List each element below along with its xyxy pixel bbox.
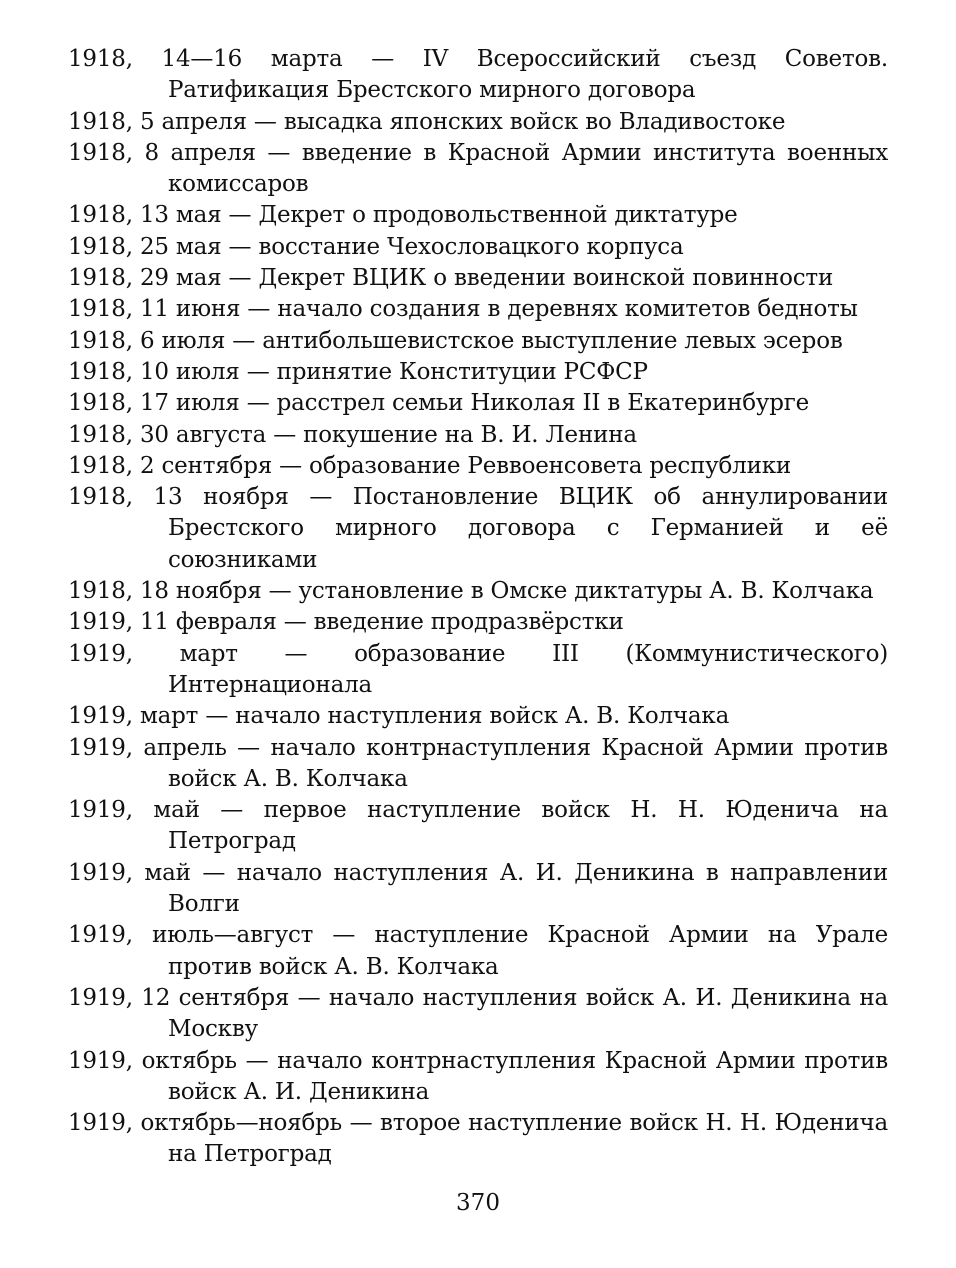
chronology-entry: 1918, 13 мая — Декрет о продовольственной диктатуре <box>68 202 738 229</box>
chronology-entry: 1918, 2 сентября — образование Реввоенсовета республики <box>68 452 792 479</box>
chronology-entry: 1919, май — начало наступления А. И. Деникина в направлении Волги <box>68 859 888 918</box>
chronology-entry: 1919, март — образование III (Коммунистического) Интернационала <box>68 640 888 698</box>
chronology-entry: 1918, 6 июля — антибольшевистское выступление левых эсеров <box>68 327 843 354</box>
page-number: 370 <box>456 1190 500 1216</box>
chronology-entry: 1918, 17 июля — расстрел семьи Николая II в Екатеринбурге <box>68 390 810 417</box>
chronology-list <box>68 44 888 1171</box>
chronology-entry: 1918, 14—16 марта — IV Всероссийский съезд Советов. Ратификация Брестского мирного договора <box>68 46 888 104</box>
chronology-entry: 1919, май — первое наступление войск Н. Н. Юденича на Петроград <box>68 797 888 855</box>
chronology-entry: 1919, октябрь — начало контрнаступления Красной Армии против войск А. И. Деникина <box>68 1047 888 1105</box>
chronology-entry: 1918, 11 июня — начало создания в деревнях комитетов бедноты <box>68 296 858 323</box>
chronology-entry: 1918, 5 апреля — высадка японских войск во Владивостоке <box>68 108 786 135</box>
chronology-entry: 1919, октябрь—ноябрь — второе наступление войск Н. Н. Юденича на Петроград <box>68 1110 888 1168</box>
chronology-entry: 1918, 13 ноября — Постановление ВЦИК об аннулировании Брестского мирного договора с Германией и её союзниками <box>68 484 888 573</box>
chronology-entry: 1919, июль—август — наступление Красной Армии на Урале против войск А. В. Колчака <box>68 922 888 980</box>
chronology-entry: 1918, 25 мая — восстание Чехословацкого корпуса <box>68 233 684 260</box>
chronology-entry: 1918, 8 апреля — введение в Красной Армии института военных комиссаров <box>68 139 888 198</box>
chronology-entry: 1918, 18 ноября — установление в Омске диктатуры А. В. Колчака <box>68 578 874 605</box>
chronology-entry: 1919, 11 февраля — введение продразвёрстки <box>68 609 624 636</box>
chronology-entry: 1918, 10 июля — принятие Конституции РСФСР <box>68 358 648 385</box>
chronology-entry: 1918, 29 мая — Декрет ВЦИК о введении воинской повинности <box>68 265 834 292</box>
chronology-entry: 1919, март — начало наступления войск А. В. Колчака <box>68 703 730 730</box>
chronology-entry: 1919, 12 сентября — начало наступления войск А. И. Деникина на Москву <box>68 984 888 1043</box>
chronology-entry: 1919, апрель — начало контрнаступления Красной Армии против войск А. В. Колчака <box>68 734 888 792</box>
chronology-entry: 1918, 30 августа — покушение на В. И. Ленина <box>68 421 637 448</box>
